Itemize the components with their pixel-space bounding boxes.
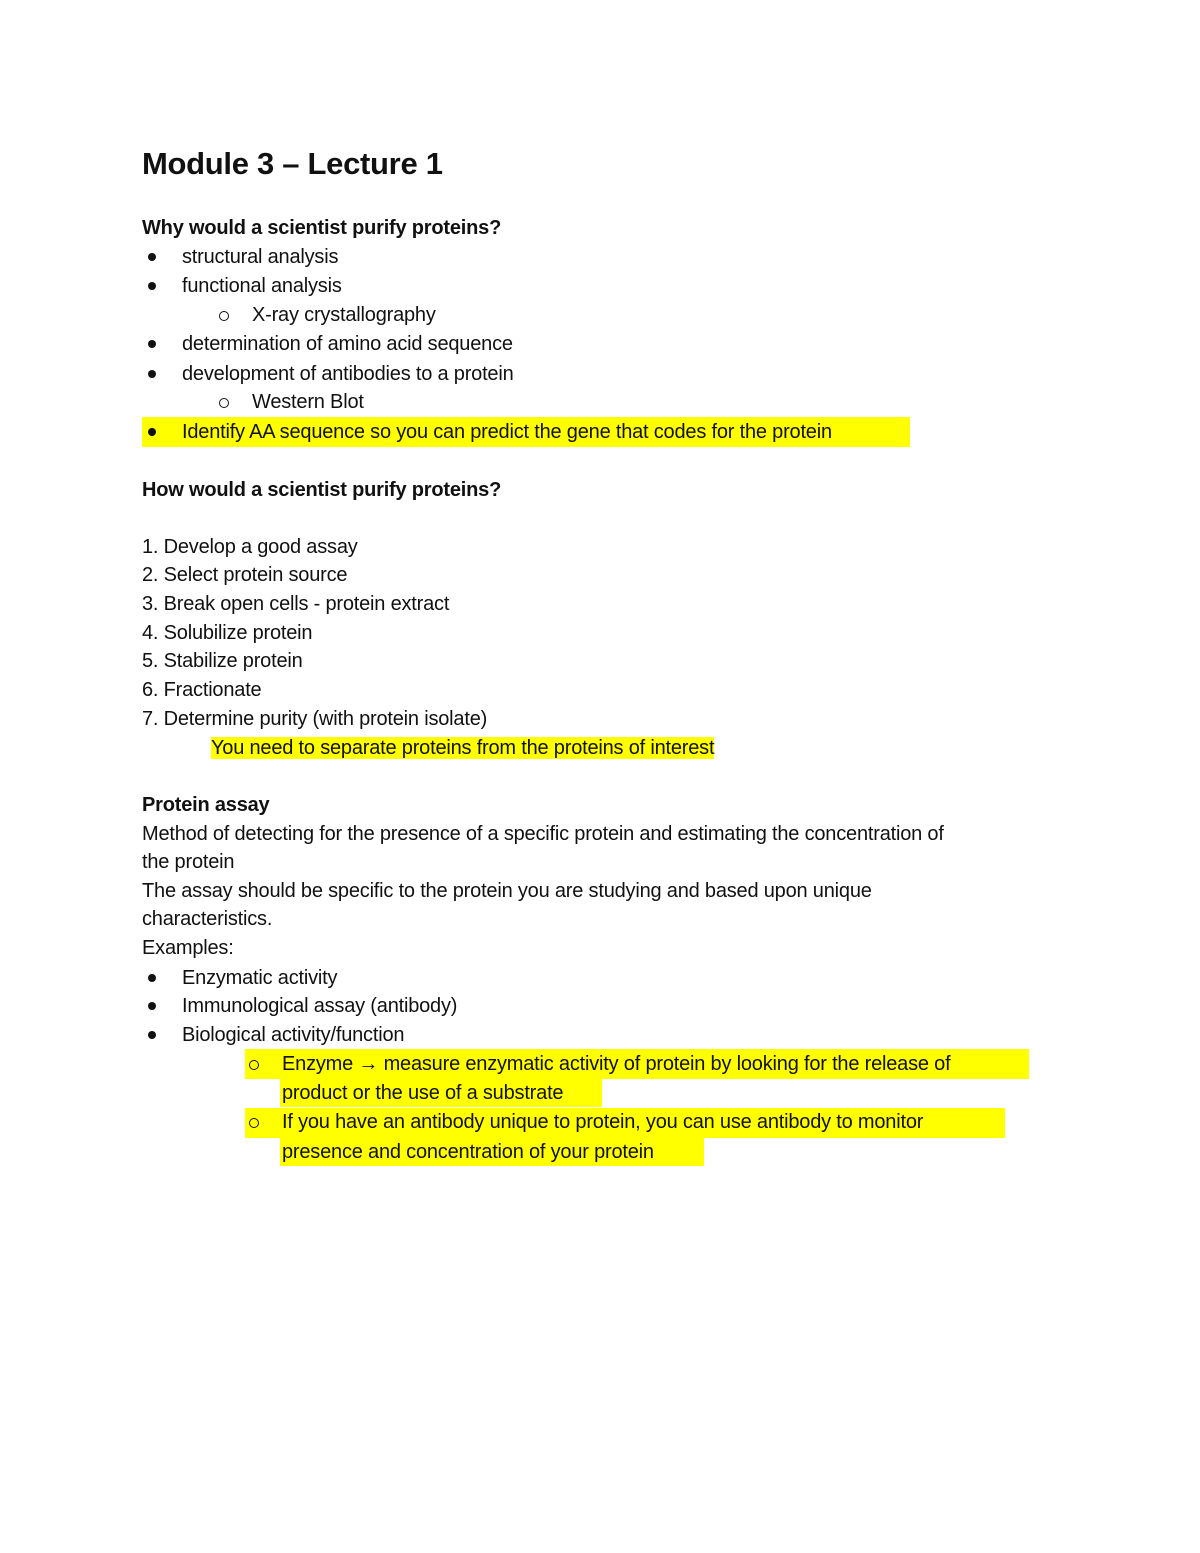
bullet-icon [148,1002,156,1010]
sub-list-item-continuation: presence and concentration of your protein [282,1141,654,1163]
paragraph-line: The assay should be specific to the protein you are studying and based upon unique [142,880,872,902]
list-item: functional analysis [182,275,342,297]
sub-list-item [282,1050,950,1078]
sub-bullet-icon [219,398,229,408]
sub-item-text: measure enzymatic activity of protein by looking for the release of [378,1053,951,1075]
list-item: determination of amino acid sequence [182,333,513,355]
sub-list-item-continuation: product or the use of a substrate [282,1082,564,1104]
bullet-icon [148,1031,156,1039]
list-item: structural analysis [182,246,339,268]
bullet-icon [148,974,156,982]
paragraph-line: Examples: [142,937,234,959]
why-heading: Why would a scientist purify proteins? [142,217,502,239]
highlighted-list-item: Identify AA sequence so you can predict the gene that codes for the protein [182,421,832,443]
list-item: development of antibodies to a protein [182,363,514,385]
sub-bullet-icon [249,1060,259,1070]
page-title: Module 3 – Lecture 1 [142,146,443,181]
highlighted-note [211,734,714,762]
step-item: 3. Break open cells - protein extract [142,593,450,615]
sub-list-item: Western Blot [252,391,364,413]
sub-bullet-icon [249,1118,259,1128]
paragraph-line: Method of detecting for the presence of a specific protein and estimating the concentration of [142,823,944,845]
paragraph-line: characteristics. [142,908,273,930]
arrow-right-icon: → [358,1053,379,1075]
note-text: You need to separate proteins from the proteins of interest [211,737,715,759]
assay-heading: Protein assay [142,794,270,816]
paragraph-line: the protein [142,851,235,873]
sub-bullet-icon [219,311,229,321]
step-item: 1. Develop a good assay [142,536,358,558]
step-item: 5. Stabilize protein [142,650,303,672]
bullet-icon [148,282,156,290]
bullet-icon [148,370,156,378]
sub-item-text: Enzyme [282,1053,359,1075]
list-item: Enzymatic activity [182,967,338,989]
sub-list-item: X-ray crystallography [252,304,436,326]
how-heading: How would a scientist purify proteins? [142,479,502,501]
sub-list-item: If you have an antibody unique to protein, you can use antibody to monitor [282,1111,924,1133]
step-item: 4. Solubilize protein [142,622,313,644]
bullet-icon [148,253,156,261]
step-item: 7. Determine purity (with protein isolate) [142,708,488,730]
step-item: 6. Fractionate [142,679,262,701]
list-item: Biological activity/function [182,1024,405,1046]
step-item: 2. Select protein source [142,564,348,586]
bullet-icon [148,428,156,436]
list-item: Immunological assay (antibody) [182,995,458,1017]
bullet-icon [148,340,156,348]
